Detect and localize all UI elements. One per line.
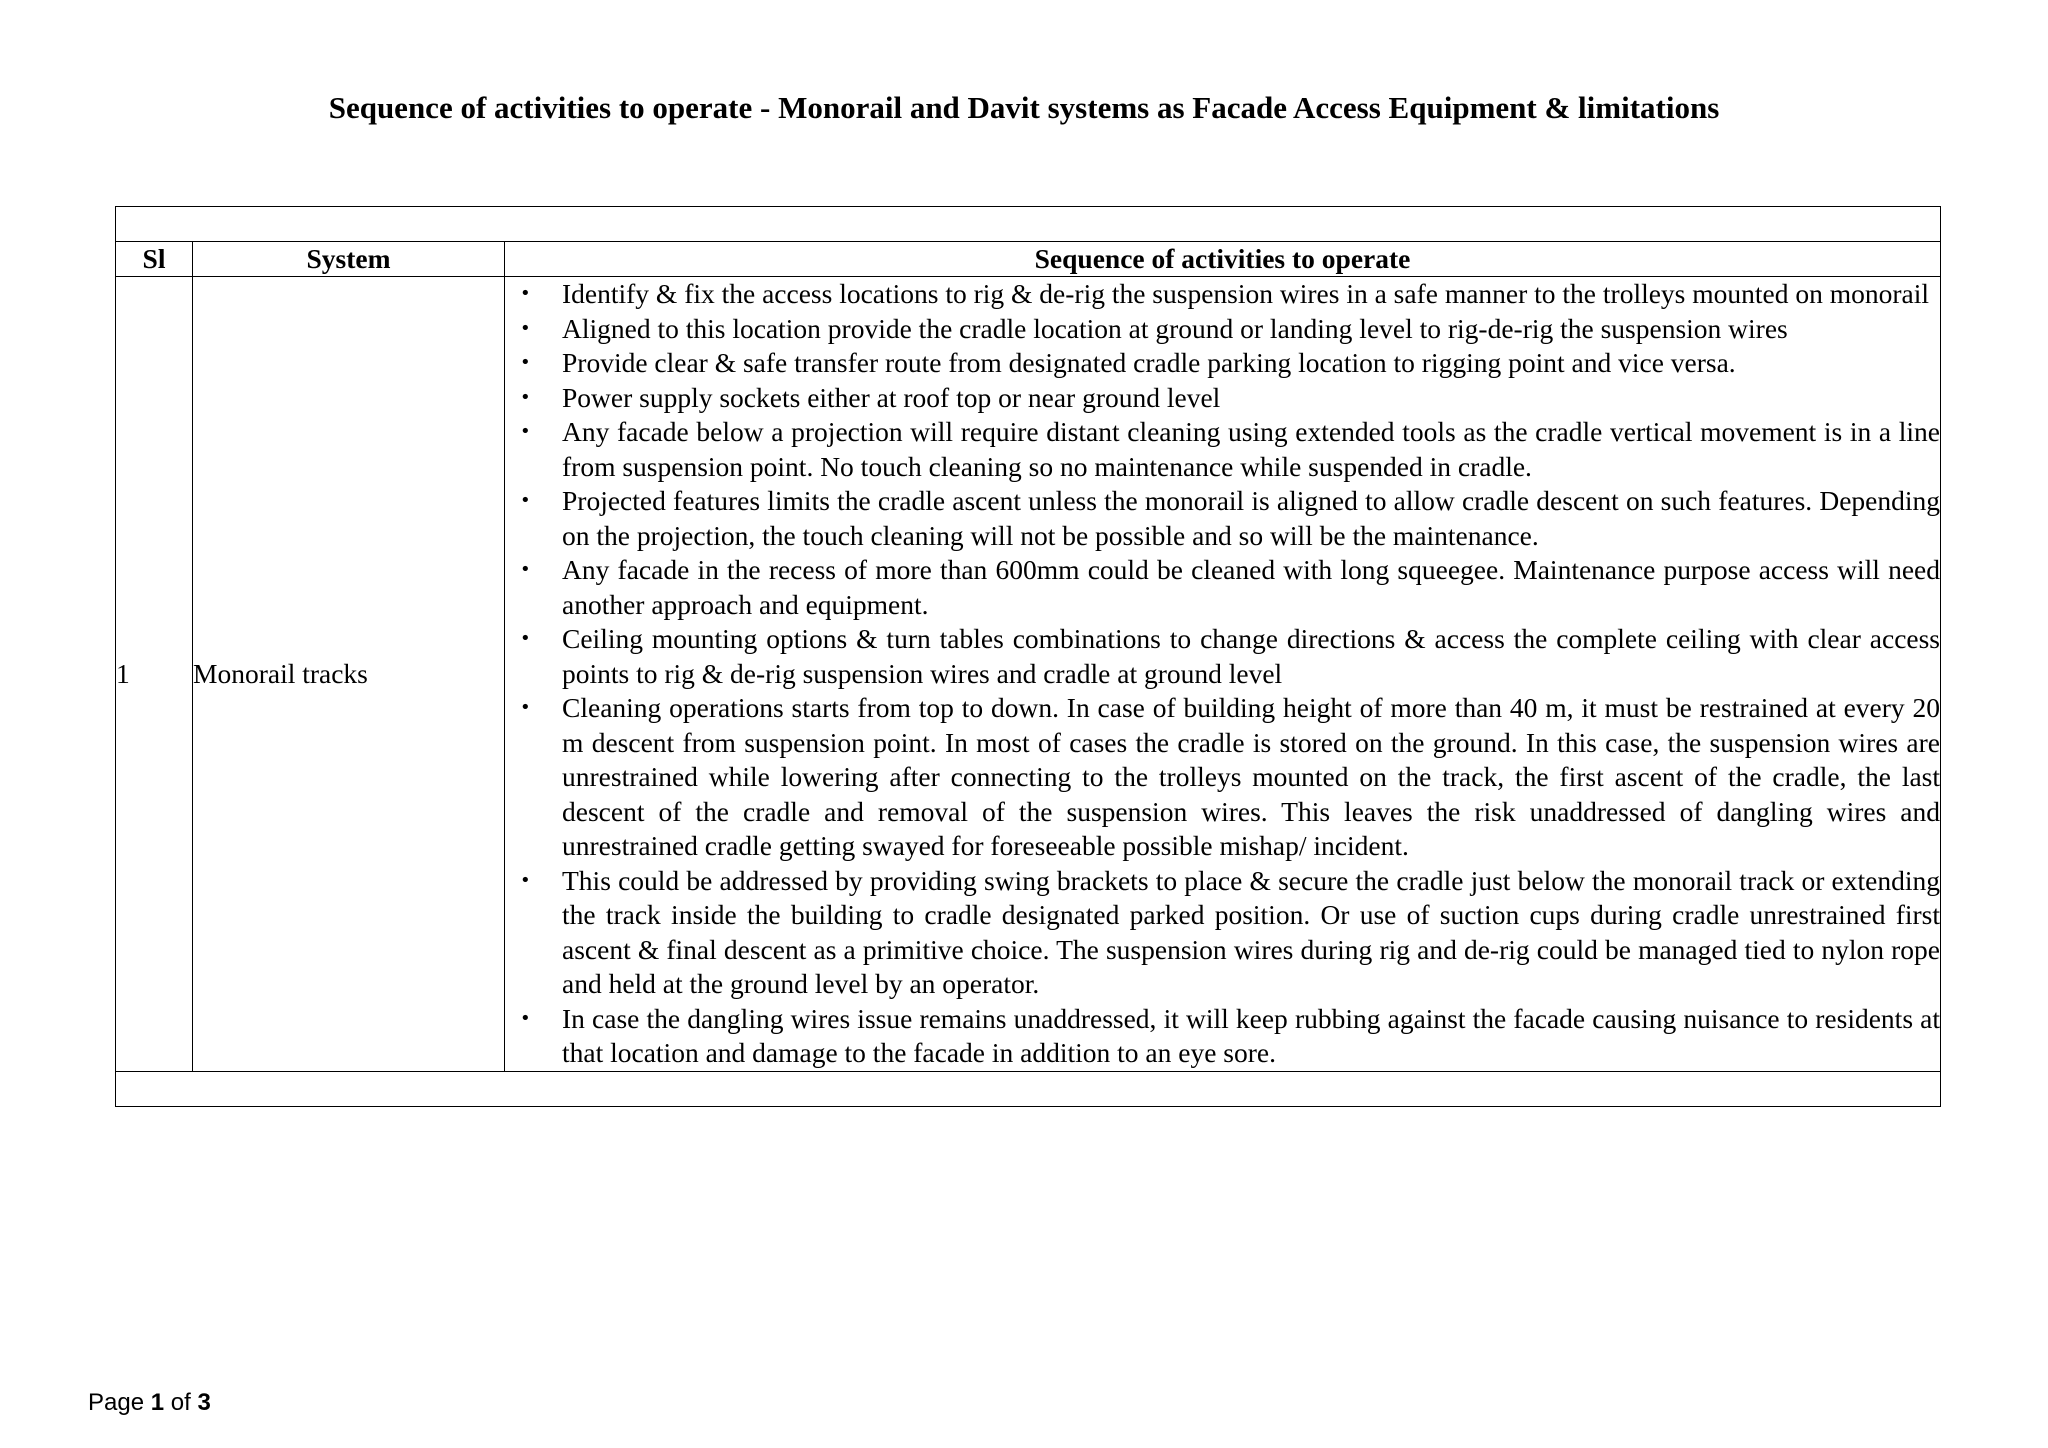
header-sl: Sl	[116, 242, 193, 277]
document-title: Sequence of activities to operate - Monorail and Davit systems as Facade Access Equipment & limitations	[328, 90, 1720, 125]
table-header-row	[116, 242, 1941, 277]
row-sl-number: 1	[116, 277, 193, 1072]
page-footer	[88, 1388, 211, 1418]
row-sequence-cell	[505, 277, 1941, 1072]
list-item: • Provide clear & safe transfer route from designated cradle parking location to rigging point and vice versa.	[505, 346, 1940, 381]
activity-list	[505, 277, 1940, 1071]
empty-cell	[116, 1071, 1941, 1106]
list-item: • This could be addressed by providing swing brackets to place & secure the cradle just below the monorail track or extending the track inside the building to cradle designated parked position. Or use of suction cups during cradle unrestrained first ascent & final descent as a primitive choice. The suspension wires during rig and de-rig could be managed tied to nylon rope and held at the ground level by an operator.	[505, 864, 1940, 1002]
empty-cell	[116, 207, 1941, 242]
table-bottom-spacer-row	[116, 1071, 1941, 1106]
list-item: • Projected features limits the cradle ascent unless the monorail is aligned to allow cradle descent on such features. Depending on the projection, the touch cleaning will not be possible and so will be the maintenance.	[505, 484, 1940, 553]
list-item: • In case the dangling wires issue remains unaddressed, it will keep rubbing against the facade causing nuisance to residents at that location and damage to the facade in addition to an eye sore.	[505, 1002, 1940, 1071]
list-item: • Cleaning operations starts from top to down. In case of building height of more than 40 m, it must be restrained at every 20 m descent from suspension point. In most of cases the cradle is stored on the ground. In this case, the suspension wires are unrestrained while lowering after connecting to the trolleys mounted on the track, the first ascent of the cradle, the last descent of the cradle and removal of the suspension wires. This leaves the risk unaddressed of dangling wires and unrestrained cradle getting swayed for foreseeable possible mishap/ incident.	[505, 691, 1940, 864]
list-item: • Any facade in the recess of more than 600mm could be cleaned with long squeegee. Maintenance purpose access will need another approach and equipment.	[505, 553, 1940, 622]
activities-table	[115, 206, 1941, 1107]
header-sequence: Sequence of activities to operate	[505, 242, 1941, 277]
row-system-name: Monorail tracks	[193, 277, 505, 1072]
header-system: System	[193, 242, 505, 277]
list-item: • Aligned to this location provide the cradle location at ground or landing level to rig-de-rig the suspension wires	[505, 312, 1940, 347]
footer-current-page: 1	[150, 1389, 165, 1416]
list-item: • Any facade below a projection will require distant cleaning using extended tools as the cradle vertical movement is in a line from suspension point. No touch cleaning so no maintenance while suspended in cradle.	[505, 415, 1940, 484]
list-item: • Power supply sockets either at roof top or near ground level	[505, 381, 1940, 416]
footer-of-label: of	[170, 1389, 191, 1416]
footer-page-label: Page	[88, 1389, 145, 1416]
footer-total-pages: 3	[197, 1389, 211, 1416]
list-item: • Ceiling mounting options & turn tables combinations to change directions & access the complete ceiling with clear access points to rig & de-rig suspension wires and cradle at ground level	[505, 622, 1940, 691]
table-row	[116, 277, 1941, 1072]
table-top-spacer-row	[116, 207, 1941, 242]
list-item: • Identify & fix the access locations to rig & de-rig the suspension wires in a safe manner to the trolleys mounted on monorail	[505, 277, 1940, 312]
